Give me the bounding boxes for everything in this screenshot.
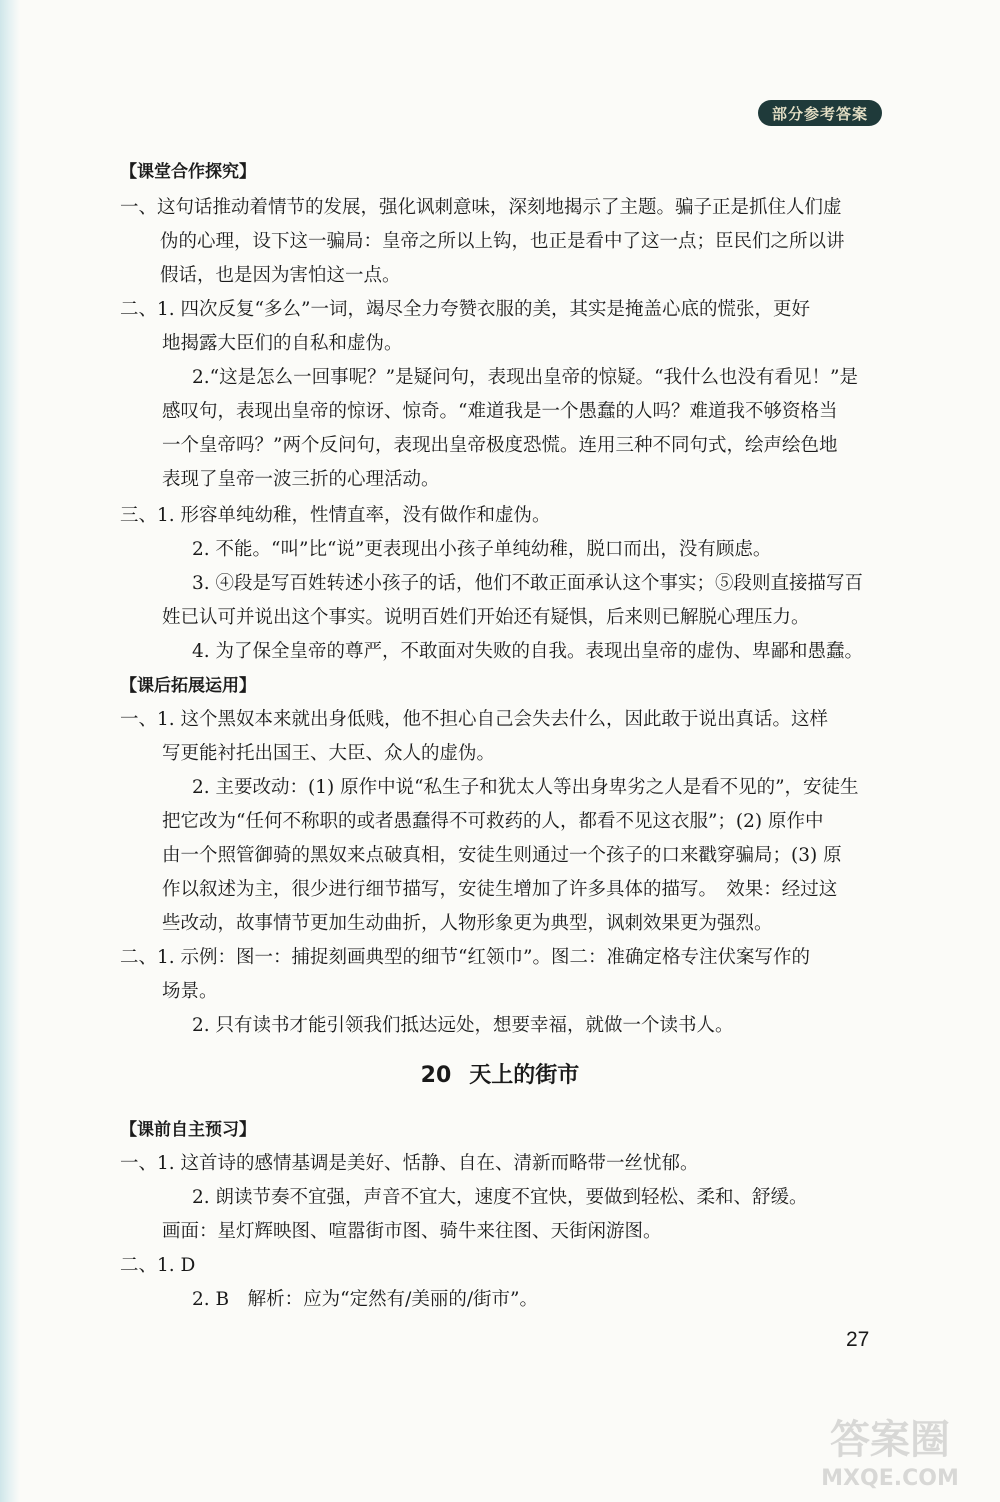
book-spine-edge bbox=[0, 0, 20, 1502]
page-number: 27 bbox=[846, 1328, 870, 1351]
lesson-name: 天上的街市 bbox=[469, 1063, 580, 1088]
heading-classroom: 【课堂合作探究】 bbox=[120, 162, 256, 182]
lesson-title bbox=[0, 1063, 1000, 1089]
section-badge: 部分参考答案 bbox=[758, 100, 882, 126]
heading-extension: 【课后拓展运用】 bbox=[120, 676, 256, 696]
heading-preview: 【课前自主预习】 bbox=[120, 1120, 256, 1140]
watermark-text: 答案圈 bbox=[830, 1417, 950, 1463]
watermark-logo bbox=[790, 1405, 990, 1495]
watermark-subtext: MXQE.COM bbox=[821, 1466, 959, 1491]
lesson-number: 20 bbox=[420, 1063, 452, 1088]
